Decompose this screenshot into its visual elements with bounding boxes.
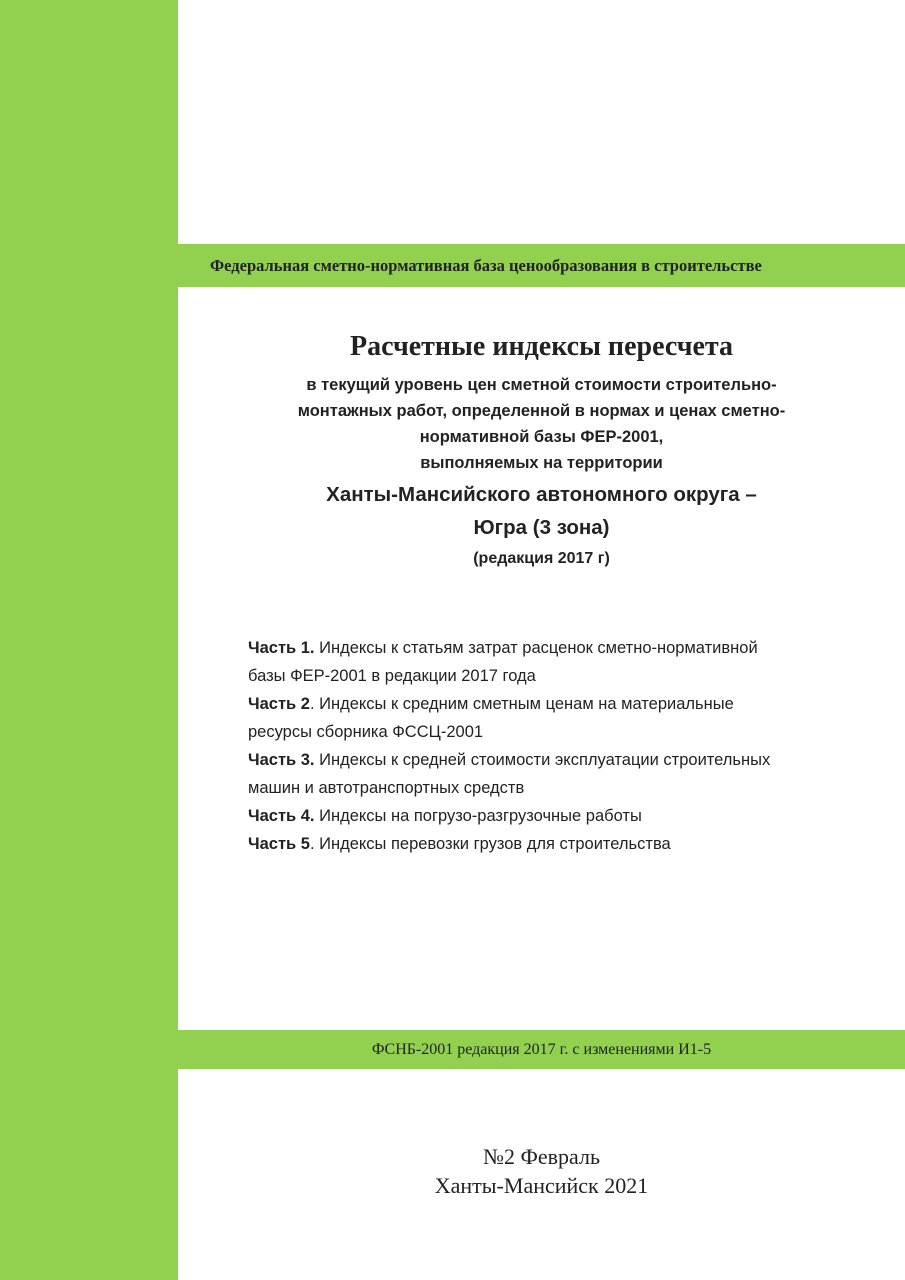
part-label: Часть 5 [248,835,310,853]
part-label: Часть 1. [248,639,315,657]
part-text: . Индексы к средним сметным ценам на материальные [309,695,734,713]
part-text: Индексы на погрузо-разгрузочные работы [314,807,642,825]
place-year-label: Ханты-Мансийск 2021 [434,1173,649,1198]
part-text-line2: машин и автотранспортных средств [248,779,525,797]
part-text: Индексы к средней стоимости эксплуатации строительных [314,751,771,769]
footer-block [178,1142,905,1200]
part-item-5 [248,830,848,858]
part-label: Часть 4. [248,807,315,825]
main-title: Расчетные индексы пересчета [349,331,734,362]
part-item-1 [248,634,848,690]
part-label: Часть 2 [248,695,310,713]
region-title: Ханты-Мансийского автономного округа – Югра (3 зона) [326,483,757,539]
part-text-line2: ресурсы сборника ФССЦ-2001 [248,723,484,741]
left-green-bar [0,0,178,1280]
parts-list [248,634,848,858]
footer-band-text: ФСНБ-2001 редакция 2017 г. с изменениями И1-5 [371,1040,712,1058]
part-label: Часть 3. [248,751,315,769]
subtitle: в текущий уровень цен сметной стоимости строительно- монтажных работ, определенной в нормах и ценах сметно- нормативной базы ФЕР-2001, выполняемых на территории [297,376,786,472]
part-text: . Индексы перевозки грузов для строительства [309,835,671,853]
edition-label: (редакция 2017 г) [473,550,610,567]
part-item-2 [248,690,848,746]
part-text: Индексы к статьям затрат расценок сметно-нормативной [314,639,758,657]
header-band-text: Федеральная сметно-нормативная база ценообразования в строительстве [210,255,762,275]
footer-band [178,1030,905,1069]
part-text-line2: базы ФЕР-2001 в редакции 2017 года [248,667,536,685]
part-item-3 [248,746,848,802]
part-item-4 [248,802,848,830]
issue-label: №2 Февраль [483,1144,600,1169]
header-band [178,244,905,287]
title-block [178,328,905,572]
